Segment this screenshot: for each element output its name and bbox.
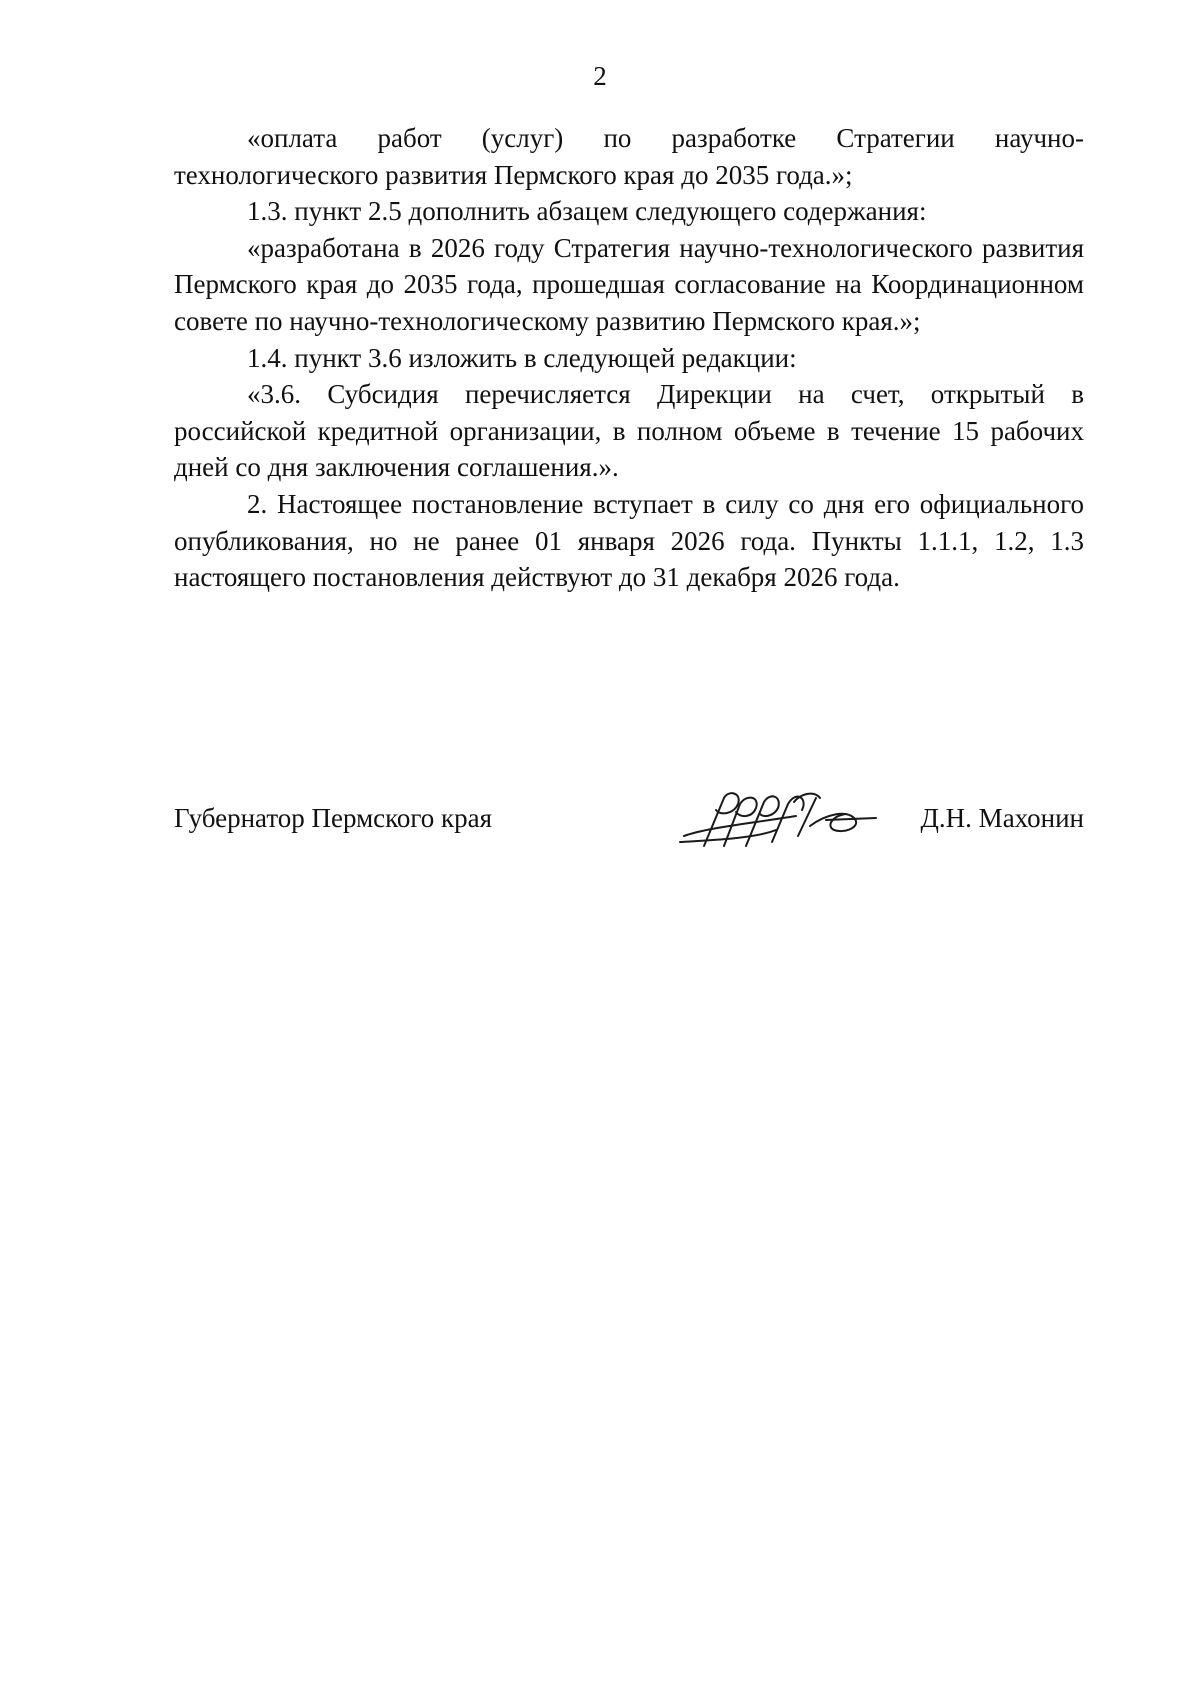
paragraph-quote-strategy: «разработана в 2026 году Стратегия научно-технологического развития Пермского края до 2035 года, прошедшая согласование на Координационном совете по научно-технологическому развитию Пермского края.»; <box>174 232 1084 336</box>
paragraph-item-2-effective: 2. Настоящее постановление вступает в силу со дня его официального опубликования, но не ранее 01 января 2026 года. Пункты 1.1.1, 1.2, 1.3 настоящего постановления действуют до 31 декабря 2026 года. <box>174 488 1084 593</box>
signatory-title: Губернатор Пермского края <box>174 803 493 833</box>
handwritten-signature <box>676 780 886 860</box>
paragraph-item-1-4: 1.4. пункт 3.6 изложить в следующей редакции: <box>247 342 797 373</box>
paragraph-quote-subsidy: «3.6. Субсидия перечисляется Дирекции на счет, открытый в российской кредитной организации, в полном объеме в течение 15 рабочих дней со дня заключения соглашения.». <box>174 379 1084 483</box>
paragraph-item-1-3: 1.3. пункт 2.5 дополнить абзацем следующего содержания: <box>247 196 927 227</box>
signature-block <box>174 800 1084 850</box>
document-body <box>174 120 1084 596</box>
signatory-name: Д.Н. Махонин <box>920 803 1084 833</box>
paragraph-quote-payment: «оплата работ (услуг) по разработке Стратегии научно-технологического развития Пермского края до 2035 года.»; <box>174 123 1084 190</box>
page-number: 2 <box>593 61 607 91</box>
